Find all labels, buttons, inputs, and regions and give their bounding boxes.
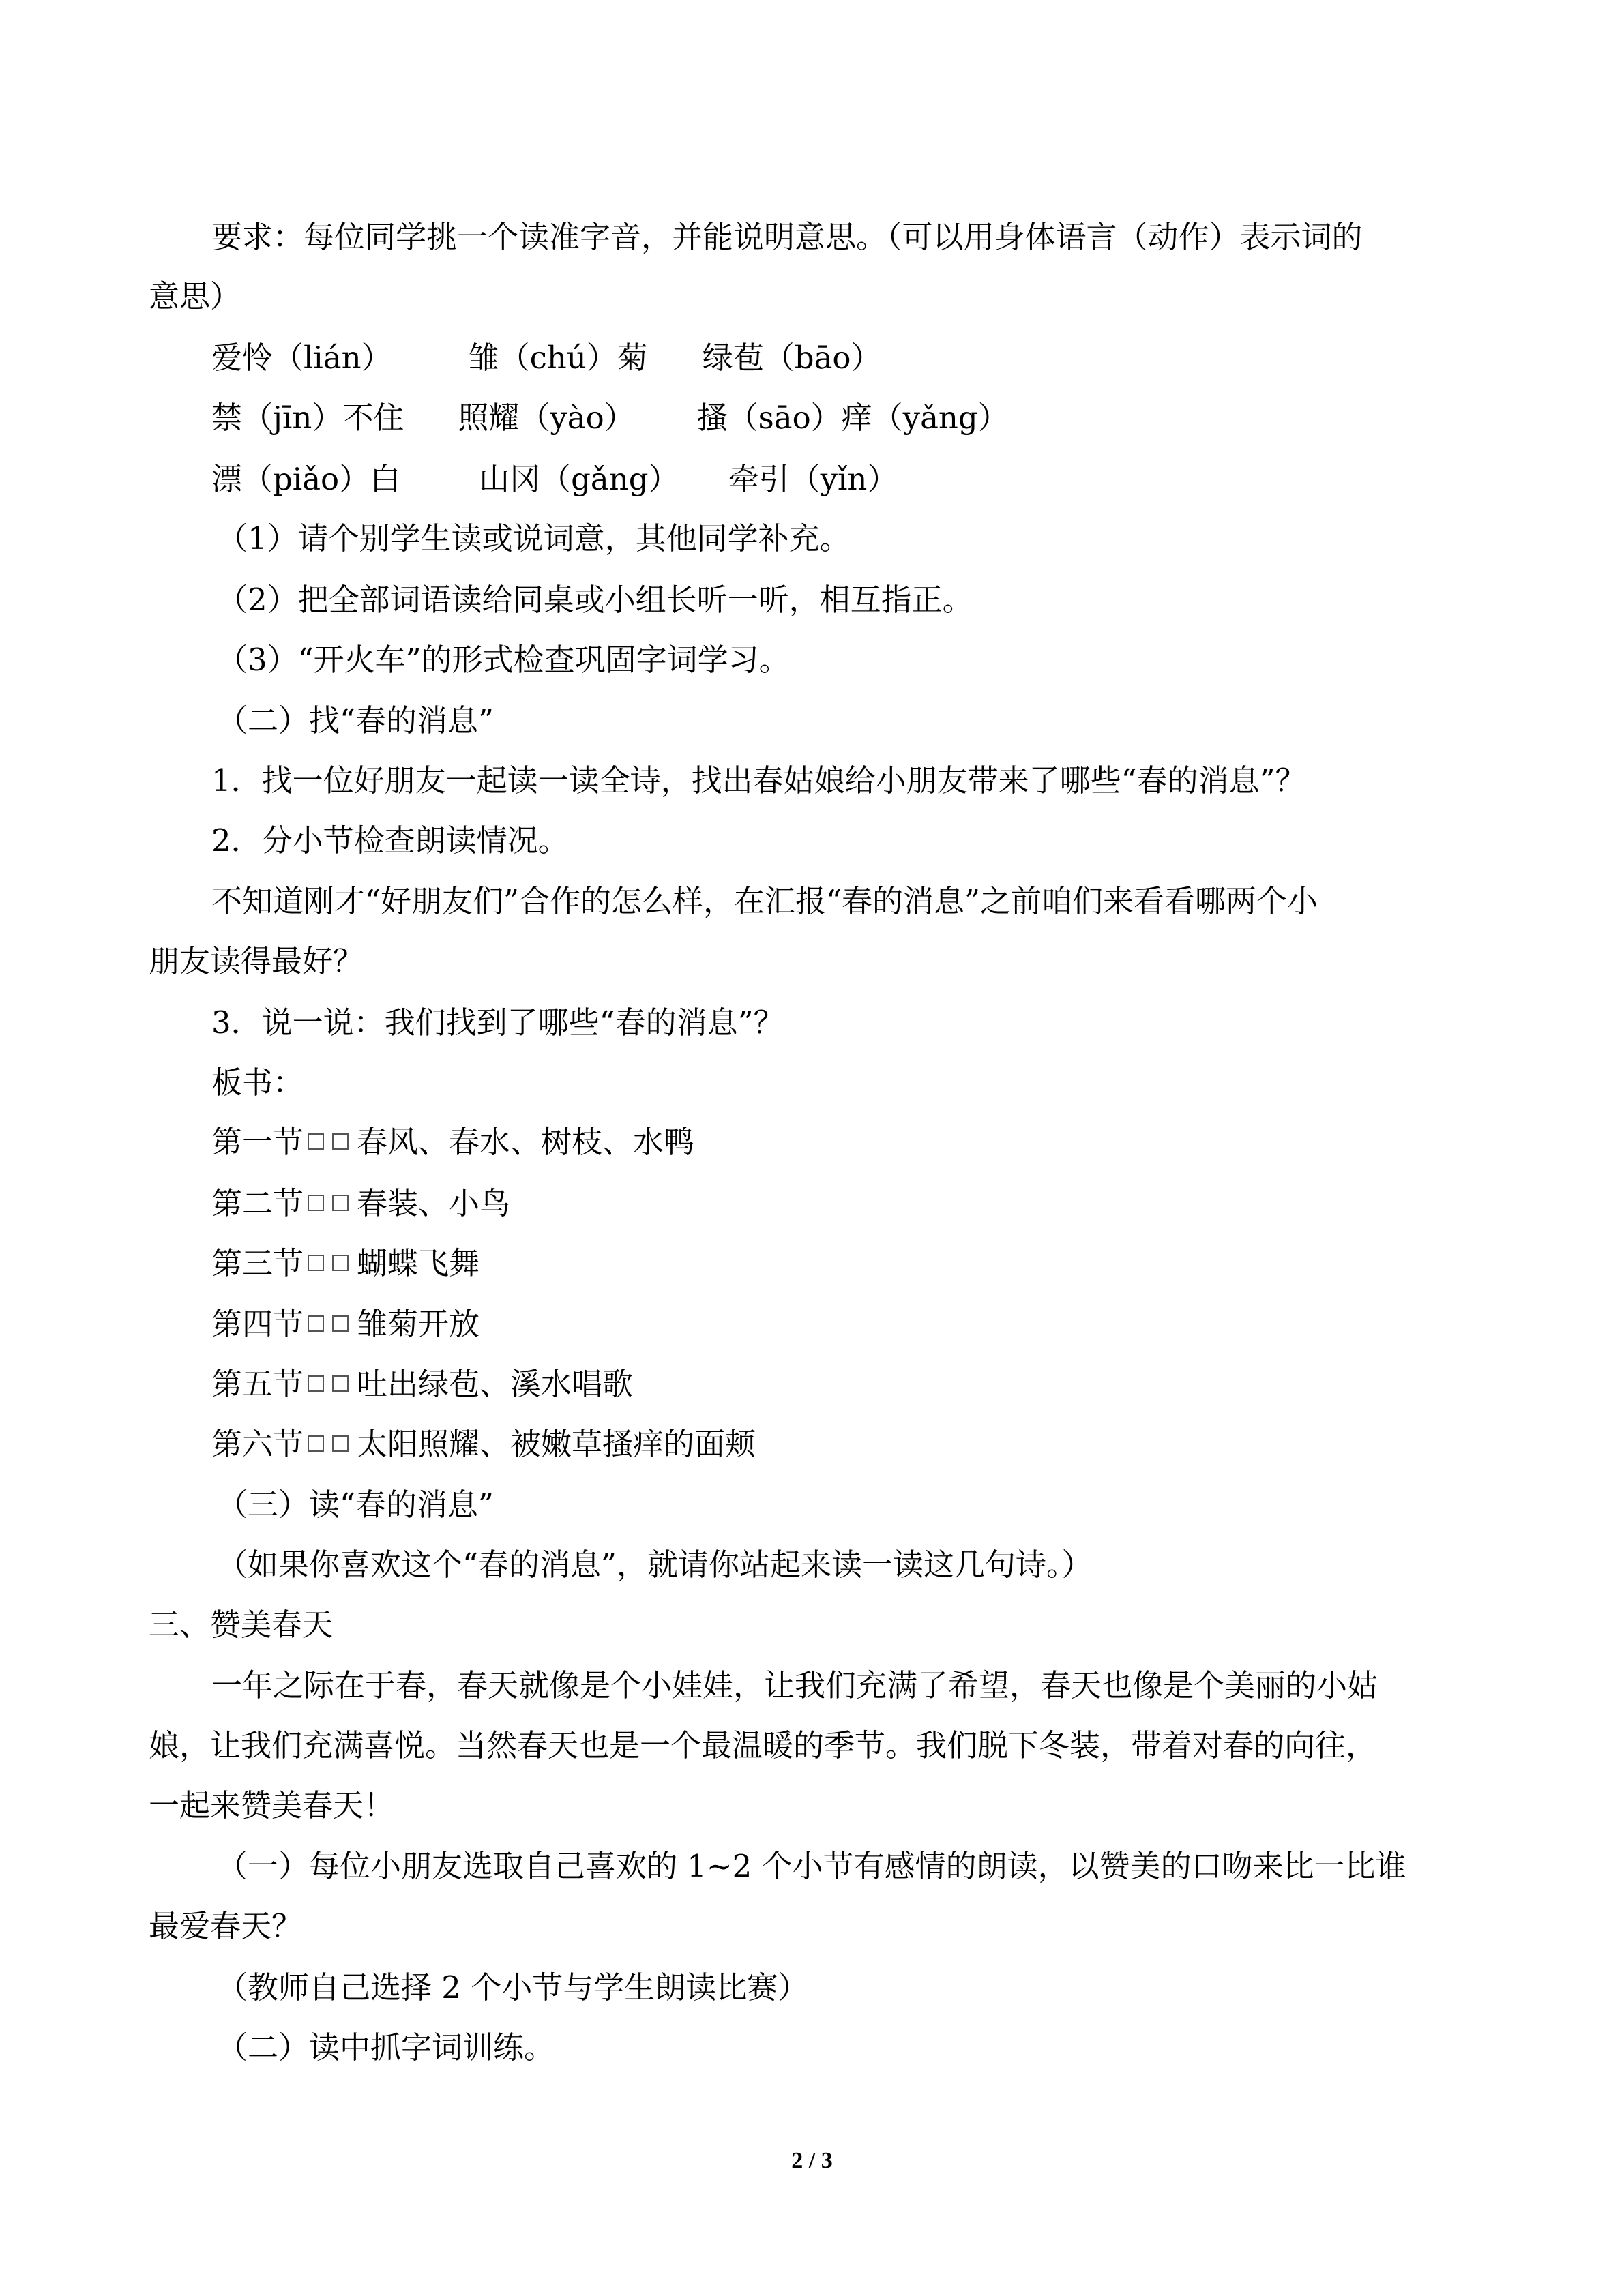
box-symbol	[332, 1133, 349, 1150]
box-symbol	[308, 1315, 324, 1332]
vocab-word: 禁（jīn）不住	[211, 400, 404, 436]
vocab-word: 雏（chú）菊	[468, 340, 648, 376]
board-section: 第六节	[211, 1426, 304, 1462]
box-symbol	[332, 1195, 349, 1211]
vocab-word: 绿苞（bāo）	[702, 340, 882, 376]
board-content: 雏菊开放	[357, 1306, 480, 1342]
vocab-row-3	[211, 459, 898, 500]
note-1: （如果你喜欢这个“春的消息”，就请你站起来读一读这几句诗。）	[217, 1547, 1093, 1583]
vocab-word: 山冈（gǎng）	[479, 461, 679, 497]
subheading-read-spring: （三）读“春的消息”	[217, 1487, 494, 1523]
box-symbol	[332, 1375, 349, 1392]
board-section: 第四节	[211, 1306, 304, 1342]
step-3: （3）“开火车”的形式检查巩固字词学习。	[217, 642, 790, 678]
board-content: 太阳照耀、被嫩草搔痒的面颊	[357, 1426, 756, 1462]
subheading-word-training: （二）读中抓字词训练。	[217, 2029, 555, 2066]
board-content: 春风、春水、树枝、水鸭	[357, 1124, 695, 1160]
board-row	[211, 1122, 694, 1163]
paragraph-b-line-3: 一起来赞美春天！	[149, 1787, 395, 1823]
board-row	[211, 1424, 756, 1465]
box-symbol	[308, 1435, 324, 1452]
board-label: 板书：	[211, 1064, 304, 1101]
page-number: 2 / 3	[791, 2148, 833, 2173]
board-content: 蝴蝶飞舞	[357, 1245, 480, 1281]
paragraph-a-line-2: 朋友读得最好？	[149, 943, 364, 979]
box-symbol	[308, 1375, 324, 1392]
paragraph-c-line-2: 最爱春天？	[149, 1908, 303, 1944]
board-section: 第五节	[211, 1366, 304, 1402]
board-section: 第三节	[211, 1245, 304, 1281]
task-2: 2．分小节检查朗读情况。	[211, 822, 569, 859]
section-heading-praise-spring: 三、赞美春天	[149, 1607, 334, 1643]
task-3: 3．说一说：我们找到了哪些“春的消息”？	[211, 1004, 784, 1041]
paragraph-b-line-2: 娘，让我们充满喜悦。当然春天也是一个最温暖的季节。我们脱下冬装，带着对春的向往，	[149, 1727, 1377, 1763]
box-symbol	[332, 1255, 349, 1271]
board-section: 第二节	[211, 1185, 304, 1221]
paragraph-a-line-1: 不知道刚才“好朋友们”合作的怎么样，在汇报“春的消息”之前咱们来看看哪两个小	[211, 883, 1318, 919]
paragraph-c-line-1: （一）每位小朋友选取自己喜欢的 1~2 个小节有感情的朗读，以赞美的口吻来比一比谁	[217, 1848, 1406, 1884]
box-symbol	[308, 1195, 324, 1211]
vocab-word: 搔（sāo）痒（yǎng）	[696, 400, 1009, 436]
vocab-word: 照耀（yào）	[458, 400, 635, 436]
note-2: （教师自己选择 2 个小节与学生朗读比赛）	[217, 1969, 809, 2006]
vocab-word: 牵引（yǐn）	[728, 461, 898, 497]
board-row	[211, 1243, 479, 1284]
task-1: 1．找一位好朋友一起读一读全诗，找出春姑娘给小朋友带来了哪些“春的消息”？	[211, 762, 1306, 799]
vocab-row-1	[211, 338, 882, 378]
requirement-line-2: 意思）	[149, 278, 241, 314]
step-1: （1）请个别学生读或说词意，其他同学补充。	[217, 520, 851, 556]
subheading-find-spring: （二）找“春的消息”	[217, 702, 494, 739]
board-row	[211, 1183, 510, 1224]
board-row	[211, 1364, 633, 1405]
step-2: （2）把全部词语读给同桌或小组长听一听，相互指正。	[217, 582, 973, 618]
paragraph-b-line-1: 一年之际在于春，春天就像是个小娃娃，让我们充满了希望，春天也像是个美丽的小姑	[211, 1667, 1378, 1703]
box-symbol	[308, 1255, 324, 1271]
vocab-word: 爱怜（lián）	[211, 340, 392, 376]
box-symbol	[332, 1315, 349, 1332]
board-content: 吐出绿苞、溪水唱歌	[357, 1366, 634, 1402]
box-symbol	[308, 1133, 324, 1150]
vocab-word: 漂（piǎo）白	[211, 461, 401, 497]
board-row	[211, 1304, 479, 1345]
box-symbol	[332, 1435, 349, 1452]
vocab-row-2	[211, 398, 1009, 438]
board-section: 第一节	[211, 1124, 304, 1160]
board-content: 春装、小鸟	[357, 1185, 511, 1221]
requirement-line-1: 要求：每位同学挑一个读准字音，并能说明意思。（可以用身体语言（动作）表示词的	[211, 219, 1363, 255]
